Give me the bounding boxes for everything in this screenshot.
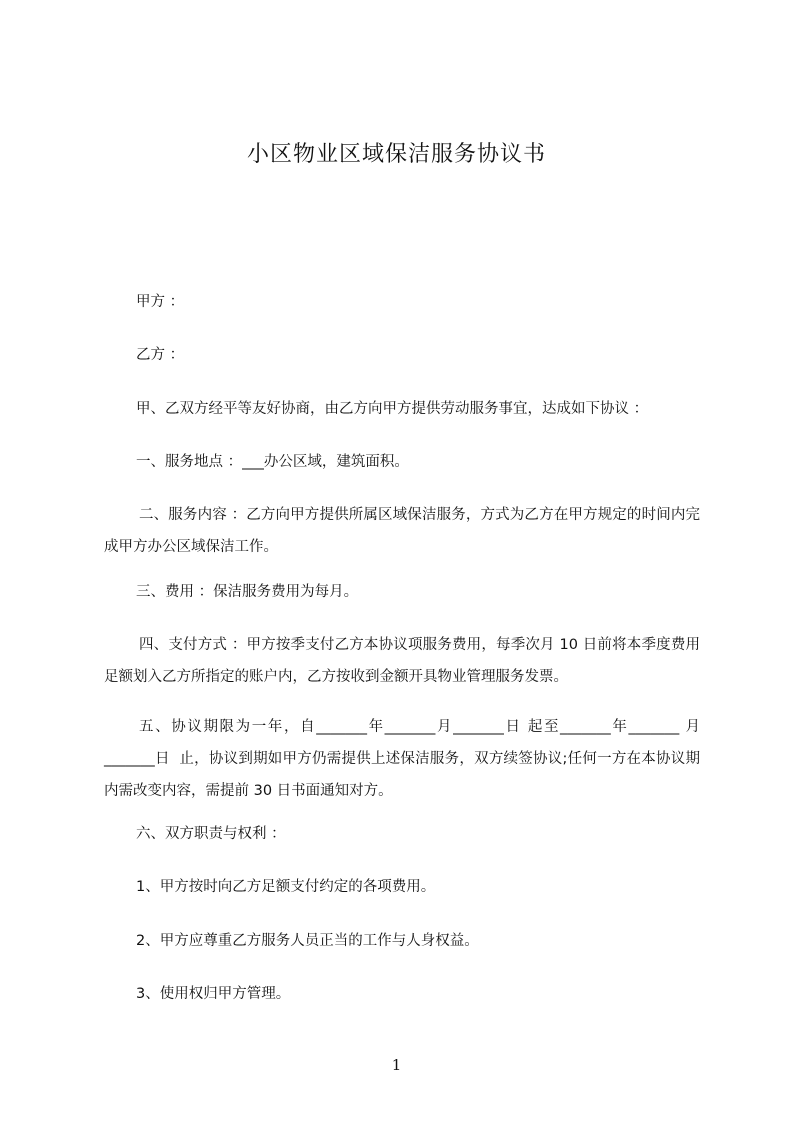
document-title: 小区物业区域保洁服务协议书 [246,142,546,167]
clause-agreement-term: 五、协议期限为一年，自_______年_______月_______日 起至_______年_______ 月_______日 止，协议到期如甲方仍需提供上述保洁服务，双方续签协议;任何一方在本协议期内需改变内容，需提前 30 日书面通知对方。 [104,719,700,799]
party-a-line: 甲方 ： [136,294,185,310]
duty-item-1: 1、甲方按时向乙方足额支付约定的各项费用。 [136,879,436,895]
duty-item-3: 3、使用权归甲方管理。 [136,986,291,1002]
page-number: 1 [391,1056,402,1074]
clause-service-location: 一、服务地点 ：___办公区域，建筑面积。 [136,454,409,470]
clause-payment-method: 四、支付方式 ：甲方按季支付乙方本协议项服务费用，每季次月 10 日前将本季度费用足额划入乙方所指定的账户内，乙方按收到金额开具物业管理服务发票。 [104,637,700,685]
clause-service-content: 二、服务内容 ：乙方向甲方提供所属区域保洁服务，方式为乙方在甲方规定的时间内完成甲方办公区域保洁工作。 [104,507,700,555]
clause-fees: 三、费用 ：保洁服务费用为每月。 [136,584,359,600]
duty-item-2: 2、甲方应尊重乙方服务人员正当的工作与人身权益。 [136,933,479,949]
agreement-intro: 甲、乙双方经平等友好协商，由乙方向甲方提供劳动服务事宜，达成如下协议 ： [136,401,649,417]
party-b-line: 乙方 ： [136,347,185,363]
clause-duties-rights: 六、双方职责与权利 ： [136,826,286,842]
